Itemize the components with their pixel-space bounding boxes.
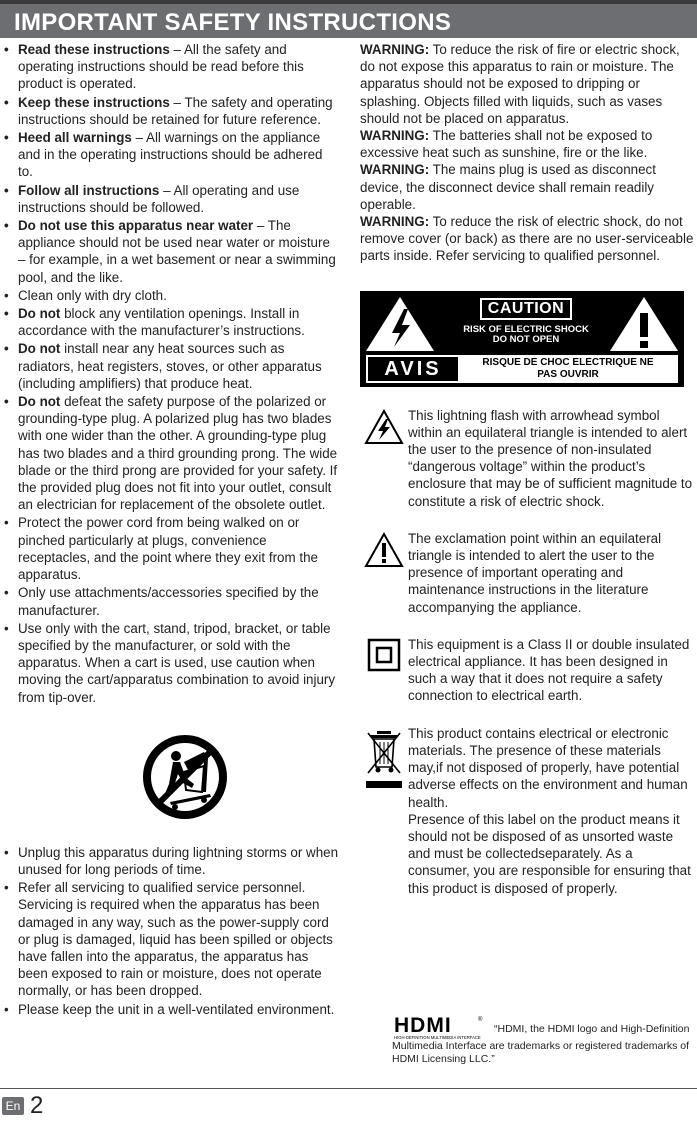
list-item-lead: Heed all warnings [18, 130, 132, 146]
bullet-marker: • [4, 94, 9, 110]
list-item-text: Protect the power cord from being walked on or pinched particularly at plugs, convenience receptacles, and the point where they exit from the apparatus. [18, 515, 318, 583]
caution-sub-line1: RISK OF ELECTRIC SHOCK [463, 323, 589, 335]
list-item-lead: Do not [18, 306, 61, 322]
list-item-lead: Do not [18, 394, 61, 410]
list-item [0, 584, 340, 618]
caution-label [360, 291, 684, 387]
lightning-triangle-icon [364, 409, 404, 445]
list-item [0, 879, 340, 999]
page-title: IMPORTANT SAFETY INSTRUCTIONS [14, 9, 452, 36]
hdmi-trademark-line2: Multimedia Interface are trademarks or registered trademarks of HDMI Licensing LLC.” [392, 1040, 690, 1065]
warning-label: WARNING: [360, 128, 430, 144]
bullet-marker: • [4, 880, 9, 896]
footer-divider [0, 1088, 697, 1089]
warning-text: To reduce the risk of electric shock, do not remove cover (or back) as there are no user-serviceable parts inside. Refer servicing to qualified personnel. [360, 214, 694, 264]
hdmi-logo-icon [392, 1014, 488, 1040]
bullet-marker: • [4, 1001, 9, 1017]
bullet-marker: • [4, 620, 9, 636]
exclamation-triangle-icon [364, 532, 404, 568]
bullet-marker: • [4, 306, 9, 322]
bullet-marker: • [4, 287, 9, 303]
list-item-text: Clean only with dry cloth. [18, 287, 167, 303]
list-item-lead: Keep these instructions [18, 94, 170, 110]
list-item [0, 217, 340, 286]
list-item-text: – The safety and operating instructions should be retained for future reference. [18, 94, 333, 127]
warning-paragraph [360, 213, 697, 265]
list-item [0, 41, 340, 93]
header-bar [0, 0, 697, 38]
lightning-symbol-row [360, 407, 697, 510]
list-item-text: defeat the safety purpose of the polarized or grounding-type plug. A polarized plug has two blades with one wider than the other. A grounding-type plug has two blades and a third grounding prong. The wide blade or the third prong are provided for your safety. If the provided plug does not fit into your outlet, consult an electrician for replacement of the obsolete outlet. [18, 394, 338, 513]
list-item-text: – All warnings on the appliance and in the operating instructions should be adhered to. [18, 130, 323, 180]
list-item-text: Please keep the unit in a well-ventilated environment. [18, 1001, 335, 1017]
bullet-marker: • [4, 394, 9, 410]
language-badge: En [2, 1097, 24, 1115]
warning-text: The mains plug is used as disconnect device, the disconnect device shall remain readily operable. [360, 162, 656, 212]
list-item [0, 305, 340, 339]
cart-tipover-icon [140, 732, 230, 822]
list-item [0, 620, 340, 706]
page-number: 2 [30, 1092, 44, 1119]
instructions-list [0, 41, 340, 706]
list-item-text: – All the safety and operating instructions should be read before this product is operated. [18, 42, 304, 92]
list-item [0, 844, 340, 878]
double-square-icon [367, 638, 401, 672]
warning-paragraph [360, 41, 697, 127]
lightning-symbol-text: This lightning flash with arrowhead symbol within an equilateral triangle is intended to alert the user to the presence of non-insulated “dangerous voltage” within the product’s enclosure that may be of sufficient magnitude to constitute a risk of electric shock. [408, 407, 693, 509]
bullet-marker: • [4, 182, 9, 198]
exclamation-symbol-text: The exclamation point within an equilateral triangle is intended to alert the user to the presence of important operating and maintenance instructions in the literature accompanying the appliance. [408, 530, 662, 615]
bullet-marker: • [4, 515, 9, 531]
caution-title: CAUTION [480, 298, 572, 320]
list-item-text: install near any heat sources such as radiators, heat registers, stoves, or other apparatus (including amplifiers) that produce heat. [18, 341, 322, 391]
list-item [0, 182, 340, 216]
list-item-lead: Do not [18, 341, 61, 357]
list-item-text: Only use attachments/accessories specified by the manufacturer. [18, 585, 319, 618]
weee-symbol-row [360, 725, 697, 897]
hdmi-logo-tagline: HIGH-DEFINITION MULTIMEDIA INTERFACE [394, 1035, 481, 1040]
hdmi-trademark [392, 1014, 697, 1066]
warning-paragraph [360, 127, 697, 161]
list-item-lead: Do not use this apparatus near water [18, 218, 254, 234]
class2-symbol-text: This equipment is a Class II or double insulated electrical appliance. It has been designed in such a way that it does not require a safety connection to electrical earth. [408, 636, 690, 704]
caution-subtitle [432, 325, 620, 345]
warning-paragraph [360, 161, 697, 213]
list-item-text: Use only with the cart, stand, tripod, bracket, or table specified by the manufacturer, or sold with the apparatus. When a cart is used, use caution when moving the cart/apparatus combination to avoid injury from tip-over. [18, 620, 336, 705]
right-column [360, 41, 697, 897]
warning-label: WARNING: [360, 214, 430, 230]
bullet-marker: • [4, 585, 9, 601]
list-item [0, 287, 340, 304]
bullet-marker: • [4, 218, 9, 234]
exclamation-symbol-row [360, 530, 697, 616]
list-item [0, 340, 340, 392]
list-item-lead: Read these instructions [18, 42, 170, 57]
list-item-text: – The appliance should not be used near water or moisture – for example, in a wet basement or near a swimming pool, and the like. [18, 218, 336, 285]
crossed-bin-icon [364, 727, 404, 791]
list-item-text: block any ventilation openings. Install in accordance with the manufacturer’s instructions. [18, 306, 305, 339]
list-item-text: – All operating and use instructions should be followed. [18, 182, 300, 215]
bullet-marker: • [4, 341, 9, 357]
list-item-lead: Follow all instructions [18, 182, 160, 198]
list-item [0, 1001, 340, 1018]
instructions-list-continued [0, 844, 340, 1018]
list-item-text: Refer all servicing to qualified service personnel. Servicing is required when the apparatus has been damaged in any way, such as the power-supply cord or plug is damaged, liquid has been spilled or objects have fallen into the apparatus, the apparatus has been exposed to rain or moisture, does not operate normally, or has been dropped. [18, 880, 333, 999]
avis-row [366, 355, 678, 383]
bullet-marker: • [4, 42, 9, 57]
bullet-marker: • [4, 844, 9, 860]
cart-tipover-warning [30, 732, 340, 822]
list-item [0, 514, 340, 583]
list-item-text: Unplug this apparatus during lightning storms or when unused for long periods of time. [18, 844, 339, 877]
warning-label: WARNING: [360, 162, 430, 178]
avis-title: AVIS [368, 357, 458, 381]
class2-symbol-row [360, 636, 697, 705]
warning-label: WARNING: [360, 42, 430, 57]
left-column [0, 41, 340, 1019]
hdmi-trademark-line1: “HDMI, the HDMI logo and High-Definition [494, 1023, 690, 1035]
weee-symbol-text-2: Presence of this label on the product means it should not be disposed of as unsorted waste and must be collectedseparately. As a consumer, you are responsible for ensuring that this product is disposed of properly. [408, 811, 691, 896]
warning-text: The batteries shall not be exposed to excessive heat such as sunshine, fire or the like. [360, 128, 653, 161]
list-item [0, 129, 340, 181]
avis-sub-line2: PAS OUVRIR [537, 368, 599, 380]
svg-text:®: ® [478, 1017, 483, 1023]
warnings-list [360, 41, 697, 265]
warning-text: To reduce the risk of fire or electric shock, do not expose this apparatus to rain or moisture. The apparatus should not be exposed to dripping or splashing. Objects filled with liquids, such as vases should not be placed on apparatus. [360, 42, 680, 126]
hdmi-logo-text: HDMI [394, 1014, 452, 1037]
avis-sub-line1: RISQUE DE CHOC ELECTRIQUE NE [482, 356, 654, 368]
caution-sub-line2: DO NOT OPEN [492, 333, 560, 345]
list-item [0, 94, 340, 128]
list-item [0, 393, 340, 513]
avis-subtitle [462, 357, 674, 381]
bullet-marker: • [4, 130, 9, 146]
weee-symbol-text: This product contains electrical or electronic materials. The presence of these materials may,if not disposed of properly, have potential adverse effects on the environment and human health. [408, 725, 688, 810]
